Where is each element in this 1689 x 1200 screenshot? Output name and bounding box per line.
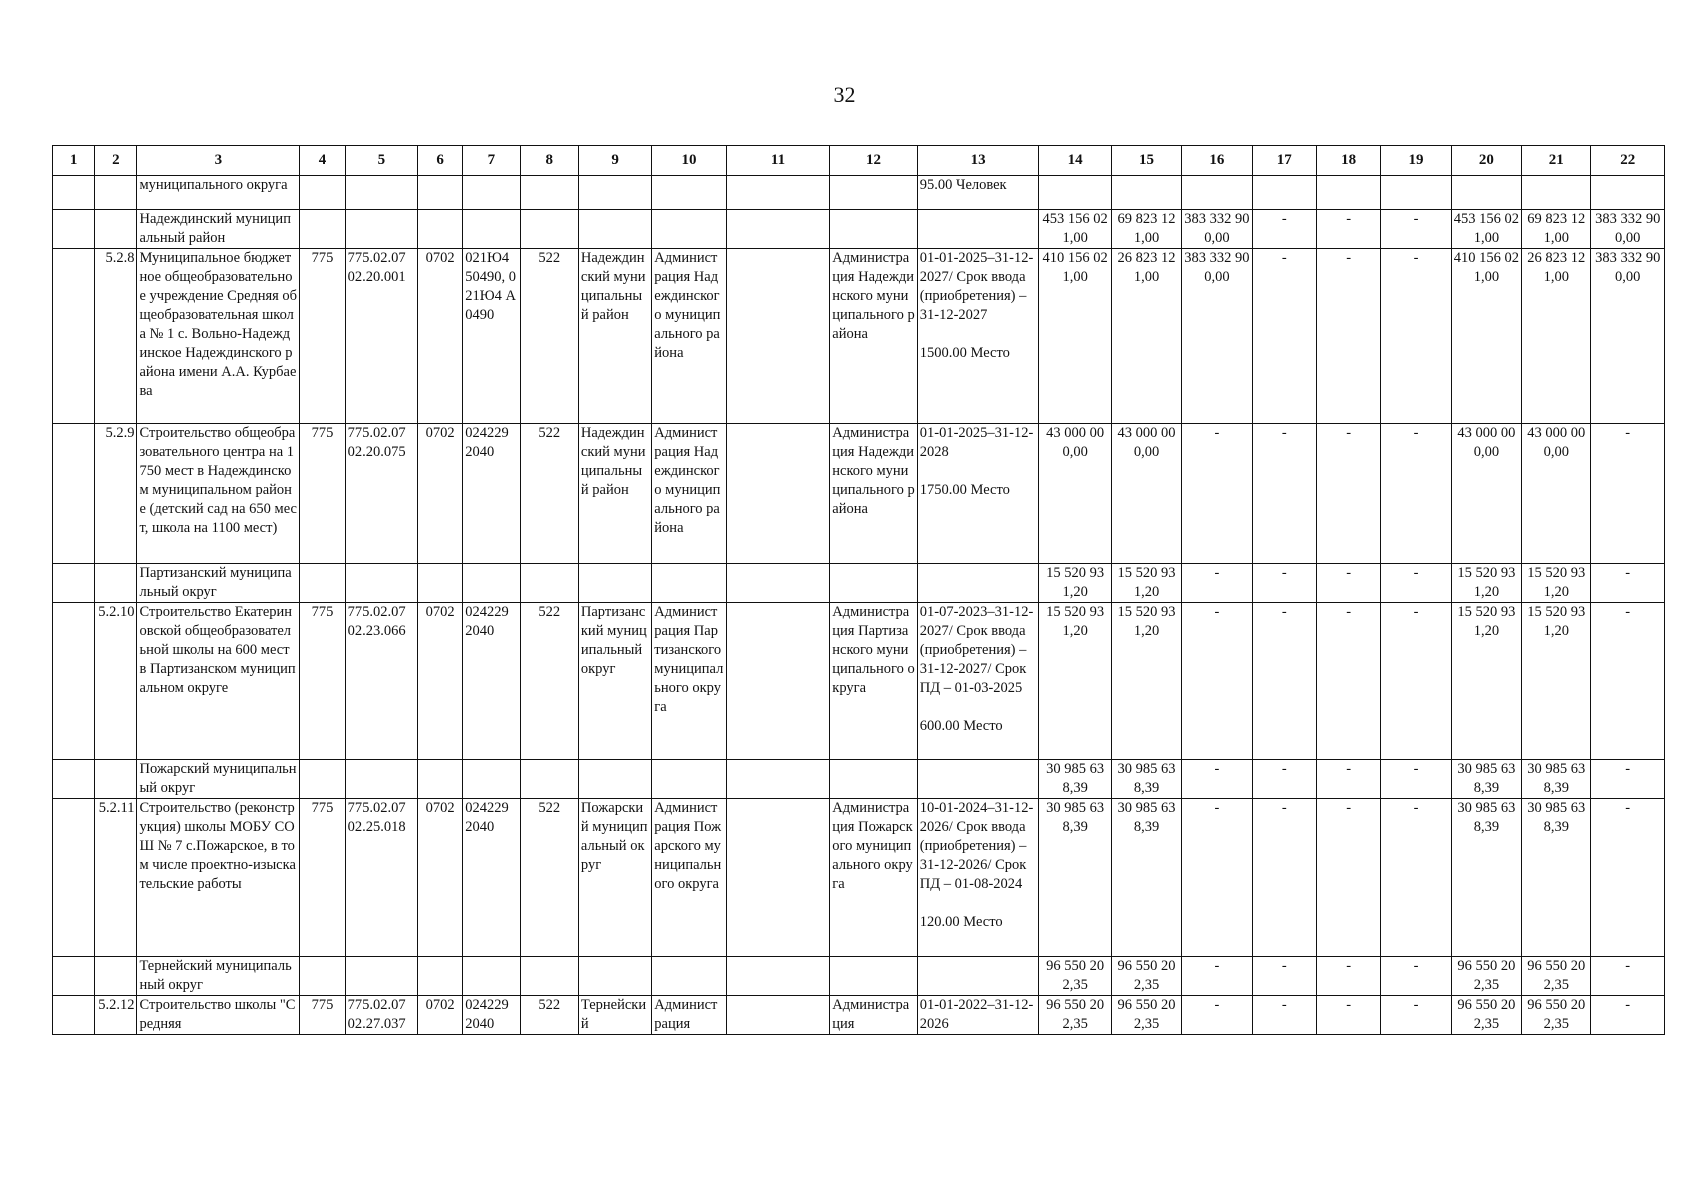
budget-table — [52, 145, 1665, 1035]
cell-col-14 — [1039, 176, 1111, 210]
cell-col-15: 26 823 121,00 — [1111, 249, 1181, 424]
cell-col-20: 30 985 638,39 — [1451, 799, 1521, 957]
cell-col-21: 30 985 638,39 — [1522, 760, 1591, 799]
column-header-7: 7 — [463, 146, 520, 176]
cell-col-14: 96 550 202,35 — [1039, 996, 1111, 1035]
page-number: 32 — [833, 82, 856, 107]
cell-col-12: Администрация Пожарского муниципального округа — [830, 799, 917, 957]
cell-col-1 — [53, 564, 95, 603]
cell-col-13 — [917, 210, 1039, 249]
period-text: 01-01-2025–31-12-2027/ Срок ввода (приобретения) – 31-12-2027 — [919, 250, 1034, 323]
cell-col-19 — [1381, 176, 1451, 210]
cell-col-5: 775.02.07 02.25.018 — [345, 799, 417, 957]
cell-col-3: Строительство Екатериновской общеобразовательной школы на 600 мест в Партизанском муниципальном округе — [137, 603, 300, 760]
cell-col-7: 024229 2040 — [463, 603, 520, 760]
cell-col-8: 522 — [520, 249, 578, 424]
cell-col-18: - — [1316, 799, 1380, 957]
cell-col-7 — [463, 957, 520, 996]
cell-col-13 — [917, 760, 1039, 799]
cell-col-10: Администрация — [652, 996, 726, 1035]
cell-col-5: 775.02.07 02.20.001 — [345, 249, 417, 424]
header-row — [53, 146, 1665, 176]
cell-col-5 — [345, 210, 417, 249]
group-row — [53, 210, 1665, 249]
cell-col-1 — [53, 424, 95, 564]
cell-col-10: Администрация Надеждинского муниципального района — [652, 249, 726, 424]
cell-col-8: 522 — [520, 603, 578, 760]
cell-col-20: 43 000 000,00 — [1451, 424, 1521, 564]
cell-col-9: Партизанский муниципальный округ — [578, 603, 651, 760]
cell-col-14: 410 156 021,00 — [1039, 249, 1111, 424]
cell-col-20: 96 550 202,35 — [1451, 957, 1521, 996]
cell-col-16: - — [1182, 603, 1252, 760]
cell-col-16: - — [1182, 424, 1252, 564]
cell-col-6 — [418, 176, 463, 210]
cell-col-6: 0702 — [418, 603, 463, 760]
cell-col-13 — [917, 957, 1039, 996]
cell-col-9 — [578, 564, 651, 603]
cell-col-19: - — [1381, 249, 1451, 424]
cell-col-19: - — [1381, 799, 1451, 957]
column-header-8: 8 — [520, 146, 578, 176]
cell-col-3: муниципального округа — [137, 176, 300, 210]
cell-col-11 — [726, 799, 830, 957]
cell-col-22 — [1591, 176, 1665, 210]
cell-col-12 — [830, 176, 917, 210]
cell-col-21: 43 000 000,00 — [1522, 424, 1591, 564]
column-header-1: 1 — [53, 146, 95, 176]
cell-col-17: - — [1252, 957, 1316, 996]
cell-col-4 — [300, 957, 345, 996]
cell-col-9 — [578, 176, 651, 210]
column-header-20: 20 — [1451, 146, 1521, 176]
cell-col-11 — [726, 210, 830, 249]
cell-col-2 — [95, 176, 137, 210]
cell-col-19: - — [1381, 996, 1451, 1035]
cell-col-18: - — [1316, 957, 1380, 996]
column-header-18: 18 — [1316, 146, 1380, 176]
cell-col-1 — [53, 210, 95, 249]
cell-col-7 — [463, 564, 520, 603]
cell-col-14: 30 985 638,39 — [1039, 760, 1111, 799]
column-header-16: 16 — [1182, 146, 1252, 176]
column-header-2: 2 — [95, 146, 137, 176]
cell-col-3: Строительство школы "Средняя — [137, 996, 300, 1035]
cell-col-10 — [652, 210, 726, 249]
cell-col-22: 383 332 900,00 — [1591, 249, 1665, 424]
cell-col-9: Надеждинский муниципальный район — [578, 249, 651, 424]
cell-col-13 — [917, 996, 1039, 1035]
cell-col-6: 0702 — [418, 424, 463, 564]
cell-col-22: - — [1591, 799, 1665, 957]
cell-col-16: - — [1182, 564, 1252, 603]
cell-col-22: - — [1591, 603, 1665, 760]
column-header-9: 9 — [578, 146, 651, 176]
cell-col-20: 453 156 021,00 — [1451, 210, 1521, 249]
cell-col-7: 024229 2040 — [463, 799, 520, 957]
cell-col-5: 775.02.07 02.23.066 — [345, 603, 417, 760]
cell-col-2: 5.2.11 — [95, 799, 137, 957]
cell-col-12 — [830, 760, 917, 799]
cell-col-7 — [463, 210, 520, 249]
table-row — [53, 799, 1665, 957]
cell-col-15: 15 520 931,20 — [1111, 603, 1181, 760]
cell-col-9: Надеждинский муниципальный район — [578, 424, 651, 564]
cell-col-15: 69 823 121,00 — [1111, 210, 1181, 249]
cell-col-5: 775.02.07 02.20.075 — [345, 424, 417, 564]
cell-col-11 — [726, 603, 830, 760]
cell-col-15 — [1111, 176, 1181, 210]
cell-col-21: 69 823 121,00 — [1522, 210, 1591, 249]
cell-col-18 — [1316, 176, 1380, 210]
cell-col-10: Администрация Партизанского муниципального округа — [652, 603, 726, 760]
cell-col-17: - — [1252, 210, 1316, 249]
cell-col-6: 0702 — [418, 249, 463, 424]
cell-col-9: Пожарский муниципальный округ — [578, 799, 651, 957]
cell-col-12: Администрация Партизанского муниципального округа — [830, 603, 917, 760]
cell-col-22: - — [1591, 996, 1665, 1035]
cell-col-18: - — [1316, 424, 1380, 564]
cell-col-20: 30 985 638,39 — [1451, 760, 1521, 799]
cell-col-15: 15 520 931,20 — [1111, 564, 1181, 603]
table-row — [53, 996, 1665, 1035]
column-header-22: 22 — [1591, 146, 1665, 176]
cell-col-9 — [578, 210, 651, 249]
cell-col-3: Строительство общеобразовательного центра на 1750 мест в Надеждинском муниципальном районе (детский сад на 650 мест, школа на 1100 мест) — [137, 424, 300, 564]
cell-col-6 — [418, 564, 463, 603]
cell-col-18: - — [1316, 603, 1380, 760]
cell-col-6: 0702 — [418, 799, 463, 957]
cell-col-21: 15 520 931,20 — [1522, 564, 1591, 603]
cell-col-5 — [345, 564, 417, 603]
column-header-4: 4 — [300, 146, 345, 176]
cell-col-21 — [1522, 176, 1591, 210]
spacer — [920, 325, 1037, 344]
cell-col-22: - — [1591, 957, 1665, 996]
cell-col-15: 43 000 000,00 — [1111, 424, 1181, 564]
cell-col-11 — [726, 957, 830, 996]
cell-col-13 — [917, 603, 1039, 760]
cell-col-7: 024229 2040 — [463, 424, 520, 564]
cell-col-20: 410 156 021,00 — [1451, 249, 1521, 424]
cell-col-5 — [345, 957, 417, 996]
capacity-text: 600.00 Место — [919, 718, 1003, 734]
cell-col-16: 383 332 900,00 — [1182, 249, 1252, 424]
cell-col-19: - — [1381, 603, 1451, 760]
cell-col-3: Муниципальное бюджетное общеобразовательное учреждение Средняя общеобразовательная школа № 1 с. Вольно-Надеждинское Надеждинского района имени А.А. Курбаева — [137, 249, 300, 424]
cell-col-3: Строительство (реконструкция) школы МОБУ СОШ № 7 с.Пожарское, в том числе проектно-изыскательские работы — [137, 799, 300, 957]
cell-col-10: Администрация Надеждинского муниципального района — [652, 424, 726, 564]
spacer — [920, 894, 1037, 913]
cell-col-18: - — [1316, 210, 1380, 249]
cell-col-21: 96 550 202,35 — [1522, 996, 1591, 1035]
cell-col-4: 775 — [300, 424, 345, 564]
cell-col-12: Администрация — [830, 996, 917, 1035]
capacity-text: 120.00 Место — [919, 914, 1003, 930]
column-header-11: 11 — [726, 146, 830, 176]
cell-col-15: 96 550 202,35 — [1111, 996, 1181, 1035]
cell-col-17: - — [1252, 564, 1316, 603]
cell-col-1 — [53, 760, 95, 799]
cell-col-5 — [345, 176, 417, 210]
column-header-14: 14 — [1039, 146, 1111, 176]
cell-col-20 — [1451, 176, 1521, 210]
cell-col-14: 96 550 202,35 — [1039, 957, 1111, 996]
cell-col-15: 30 985 638,39 — [1111, 760, 1181, 799]
period-text: 01-01-2025–31-12-2028 — [919, 425, 1034, 460]
cell-col-8 — [520, 957, 578, 996]
cell-col-21: 30 985 638,39 — [1522, 799, 1591, 957]
cell-col-22: - — [1591, 564, 1665, 603]
cell-col-17: - — [1252, 603, 1316, 760]
cell-col-10 — [652, 957, 726, 996]
cell-col-10 — [652, 760, 726, 799]
cell-col-19: - — [1381, 564, 1451, 603]
cell-col-11 — [726, 760, 830, 799]
cell-col-19: - — [1381, 957, 1451, 996]
period-text: 01-01-2022–31-12-2026 — [919, 997, 1034, 1032]
cell-col-15: 96 550 202,35 — [1111, 957, 1181, 996]
cell-col-10 — [652, 176, 726, 210]
cell-col-8 — [520, 210, 578, 249]
cell-col-6 — [418, 957, 463, 996]
cell-col-5 — [345, 760, 417, 799]
cell-col-22: - — [1591, 424, 1665, 564]
cell-col-17: - — [1252, 996, 1316, 1035]
cell-col-13 — [917, 424, 1039, 564]
column-header-10: 10 — [652, 146, 726, 176]
cell-col-4 — [300, 210, 345, 249]
cell-col-2: 5.2.10 — [95, 603, 137, 760]
cell-col-7: 024229 2040 — [463, 996, 520, 1035]
group-row — [53, 564, 1665, 603]
cell-col-1 — [53, 603, 95, 760]
cell-col-11 — [726, 249, 830, 424]
cell-col-6: 0702 — [418, 996, 463, 1035]
continuation-row — [53, 176, 1665, 210]
cell-col-4: 775 — [300, 996, 345, 1035]
period-text: 01-07-2023–31-12-2027/ Срок ввода (приобретения) – 31-12-2027/ Срок ПД – 01-03-2025 — [919, 604, 1034, 696]
cell-col-16: 383 332 900,00 — [1182, 210, 1252, 249]
cell-col-3: Надеждинский муниципальный район — [137, 210, 300, 249]
cell-col-21: 15 520 931,20 — [1522, 603, 1591, 760]
column-header-15: 15 — [1111, 146, 1181, 176]
cell-col-1 — [53, 799, 95, 957]
cell-col-14: 15 520 931,20 — [1039, 603, 1111, 760]
cell-col-4: 775 — [300, 249, 345, 424]
cell-col-8 — [520, 564, 578, 603]
cell-col-14: 30 985 638,39 — [1039, 799, 1111, 957]
capacity-text: 1500.00 Место — [919, 345, 1010, 361]
cell-col-16 — [1182, 176, 1252, 210]
column-header-13: 13 — [917, 146, 1039, 176]
cell-col-1 — [53, 996, 95, 1035]
cell-col-2 — [95, 957, 137, 996]
capacity-text: 1750.00 Место — [919, 482, 1010, 498]
cell-col-17: - — [1252, 760, 1316, 799]
cell-col-20: 96 550 202,35 — [1451, 996, 1521, 1035]
column-header-17: 17 — [1252, 146, 1316, 176]
cell-col-5: 775.02.07 02.27.037 — [345, 996, 417, 1035]
cell-col-7: 021Ю4 50490, 021Ю4 А0490 — [463, 249, 520, 424]
cell-col-13 — [917, 564, 1039, 603]
period-text: 10-01-2024–31-12-2026/ Срок ввода (приобретения) – 31-12-2026/ Срок ПД – 01-08-2024 — [919, 800, 1034, 892]
cell-col-22: 383 332 900,00 — [1591, 210, 1665, 249]
cell-col-12 — [830, 210, 917, 249]
cell-col-10 — [652, 564, 726, 603]
table-row — [53, 249, 1665, 424]
cell-col-13 — [917, 799, 1039, 957]
cell-col-3: Пожарский муниципальный округ — [137, 760, 300, 799]
cell-col-4 — [300, 176, 345, 210]
cell-col-17: - — [1252, 249, 1316, 424]
cell-col-7 — [463, 176, 520, 210]
spacer — [920, 462, 1037, 481]
cell-col-20: 15 520 931,20 — [1451, 564, 1521, 603]
cell-col-11 — [726, 176, 830, 210]
cell-col-2: 5.2.9 — [95, 424, 137, 564]
cell-col-11 — [726, 424, 830, 564]
cell-col-22: - — [1591, 760, 1665, 799]
column-header-3: 3 — [137, 146, 300, 176]
cell-col-1 — [53, 249, 95, 424]
cell-col-3: Тернейский муниципальный округ — [137, 957, 300, 996]
cell-col-19: - — [1381, 424, 1451, 564]
cell-col-9 — [578, 957, 651, 996]
cell-col-4 — [300, 760, 345, 799]
cell-col-7 — [463, 760, 520, 799]
cell-col-1 — [53, 176, 95, 210]
cell-col-21: 96 550 202,35 — [1522, 957, 1591, 996]
cell-col-18: - — [1316, 760, 1380, 799]
cell-col-8 — [520, 176, 578, 210]
cell-col-9 — [578, 760, 651, 799]
cell-col-12 — [830, 564, 917, 603]
cell-col-17: - — [1252, 424, 1316, 564]
cell-col-14: 453 156 021,00 — [1039, 210, 1111, 249]
cell-col-4: 775 — [300, 799, 345, 957]
cell-col-13 — [917, 249, 1039, 424]
spacer — [920, 698, 1037, 717]
cell-col-8: 522 — [520, 799, 578, 957]
column-header-12: 12 — [830, 146, 917, 176]
cell-col-8: 522 — [520, 424, 578, 564]
cell-col-2 — [95, 210, 137, 249]
cell-col-16: - — [1182, 760, 1252, 799]
cell-col-2 — [95, 564, 137, 603]
group-row — [53, 760, 1665, 799]
cell-col-13: 95.00 Человек — [917, 176, 1039, 210]
column-header-21: 21 — [1522, 146, 1591, 176]
cell-col-12: Администрация Надеждинского муниципального района — [830, 249, 917, 424]
cell-col-9: Тернейский — [578, 996, 651, 1035]
cell-col-18: - — [1316, 564, 1380, 603]
cell-col-1 — [53, 957, 95, 996]
cell-col-19: - — [1381, 760, 1451, 799]
cell-col-18: - — [1316, 249, 1380, 424]
cell-col-21: 26 823 121,00 — [1522, 249, 1591, 424]
cell-col-14: 15 520 931,20 — [1039, 564, 1111, 603]
cell-col-12 — [830, 957, 917, 996]
cell-col-11 — [726, 996, 830, 1035]
cell-col-2: 5.2.12 — [95, 996, 137, 1035]
table-row — [53, 603, 1665, 760]
cell-col-15: 30 985 638,39 — [1111, 799, 1181, 957]
cell-col-6 — [418, 760, 463, 799]
cell-col-6 — [418, 210, 463, 249]
cell-col-17: - — [1252, 799, 1316, 957]
cell-col-8 — [520, 760, 578, 799]
cell-col-20: 15 520 931,20 — [1451, 603, 1521, 760]
cell-col-17 — [1252, 176, 1316, 210]
cell-col-4: 775 — [300, 603, 345, 760]
cell-col-8: 522 — [520, 996, 578, 1035]
cell-col-11 — [726, 564, 830, 603]
cell-col-2: 5.2.8 — [95, 249, 137, 424]
table-row — [53, 424, 1665, 564]
cell-col-16: - — [1182, 957, 1252, 996]
cell-col-12: Администрация Надеждинского муниципального района — [830, 424, 917, 564]
cell-col-14: 43 000 000,00 — [1039, 424, 1111, 564]
cell-col-2 — [95, 760, 137, 799]
cell-col-3: Партизанский муниципальный округ — [137, 564, 300, 603]
column-header-5: 5 — [345, 146, 417, 176]
cell-col-10: Администрация Пожарского муниципального округа — [652, 799, 726, 957]
cell-col-19: - — [1381, 210, 1451, 249]
cell-col-16: - — [1182, 996, 1252, 1035]
cell-col-18: - — [1316, 996, 1380, 1035]
cell-col-4 — [300, 564, 345, 603]
column-header-6: 6 — [418, 146, 463, 176]
cell-col-16: - — [1182, 799, 1252, 957]
group-row — [53, 957, 1665, 996]
column-header-19: 19 — [1381, 146, 1451, 176]
